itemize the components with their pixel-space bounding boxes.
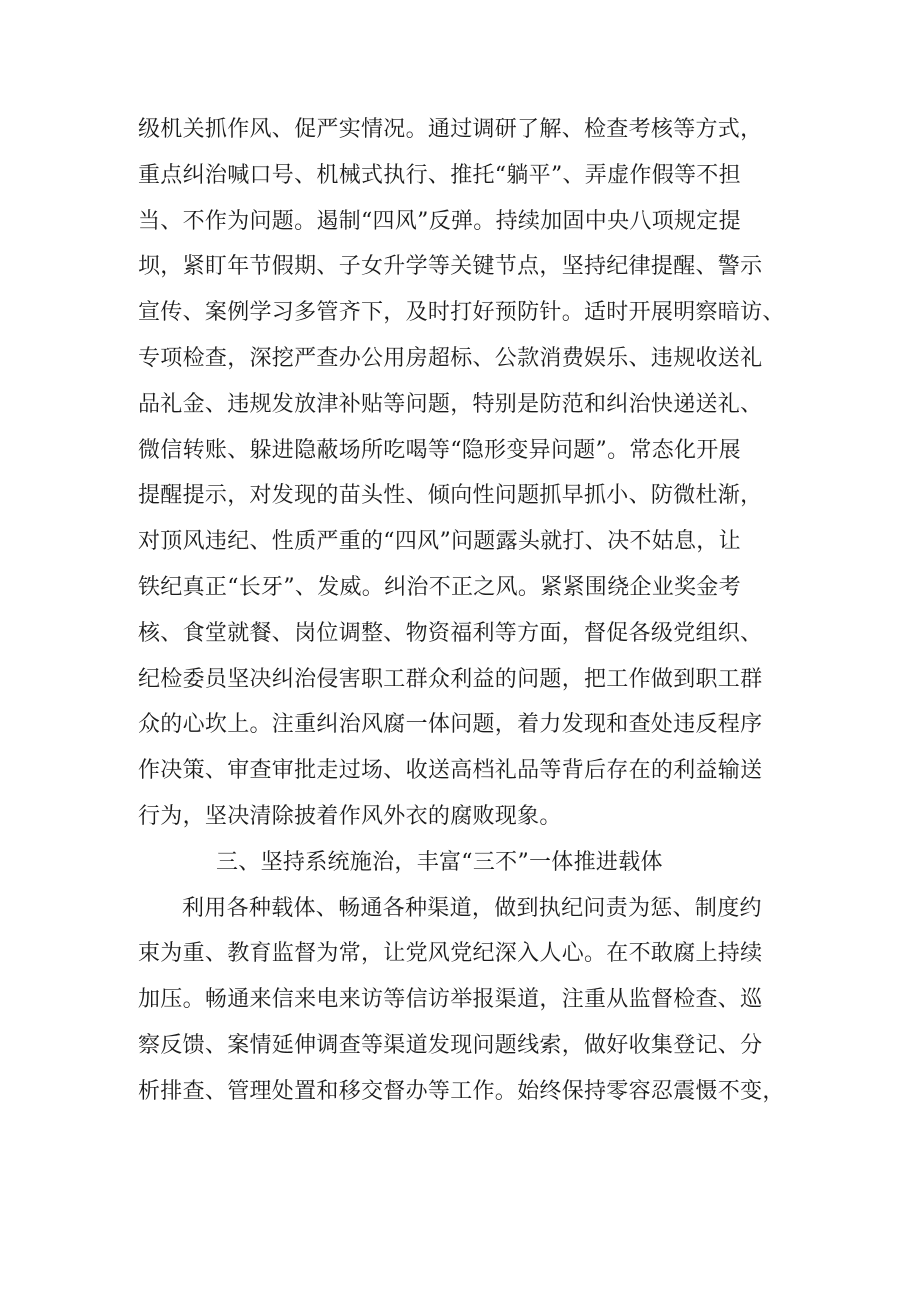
paragraph-line: 众的心坎上。注重纠治风腐一体问题，着力发现和查处违反程序	[138, 712, 763, 738]
paragraph-line: 级机关抓作风、促严实情况。通过调研了解、检查考核等方式，	[138, 117, 763, 142]
paragraph-line: 利用各种载体、畅通各种渠道，做到执纪问责为惩、制度约	[182, 895, 762, 921]
section-heading: 三、坚持系统施治，丰富“三不”一体推进载体	[216, 849, 663, 875]
paragraph-line: 微信转账、躲进隐蔽场所吃喝等“隐形变异问题”。常态化开展	[138, 437, 741, 463]
paragraph-line: 重点纠治喊口号、机械式执行、推托“躺平”、弄虚作假等不担	[138, 162, 741, 188]
paragraph-line: 束为重、教育监督为常，让党风党纪深入人心。在不敢腐上持续	[138, 941, 763, 967]
paragraph-line: 析排查、管理处置和移交督办等工作。始终保持零容忍震慑不变，	[138, 1078, 785, 1104]
paragraph-line: 对顶风违纪、性质严重的“四风”问题露头就打、决不姑息，让	[138, 529, 741, 555]
paragraph-line: 核、食堂就餐、岗位调整、物资福利等方面，督促各级党组织、	[138, 620, 763, 646]
paragraph-line: 宣传、案例学习多管齐下，及时打好预防针。适时开展明察暗访、	[138, 300, 785, 326]
paragraph-line: 坝，紧盯年节假期、子女升学等关键节点，坚持纪律提醒、警示	[138, 254, 763, 280]
document-body	[138, 107, 798, 1115]
paragraph-line: 专项检查，深挖严查办公用房超标、公款消费娱乐、违规收送礼	[138, 345, 763, 371]
paragraph-line: 品礼金、违规发放津补贴等问题，特别是防范和纠治快递送礼、	[138, 391, 763, 417]
paragraph-line: 铁纪真正“长牙”、发威。纠治不正之风。紧紧围绕企业奖金考	[138, 574, 741, 600]
paragraph-line: 纪检委员坚决纠治侵害职工群众利益的问题，把工作做到职工群	[138, 666, 763, 692]
paragraph-line: 行为，坚决清除披着作风外衣的腐败现象。	[138, 803, 562, 829]
paragraph-line: 察反馈、案情延伸调查等渠道发现问题线索，做好收集登记、分	[138, 1032, 763, 1058]
paragraph-line: 加压。畅通来信来电来访等信访举报渠道，注重从监督检查、巡	[138, 987, 763, 1013]
paragraph-line: 提醒提示，对发现的苗头性、倾向性问题抓早抓小、防微杜渐，	[138, 483, 763, 509]
paragraph-line: 当、不作为问题。遏制“四风”反弹。持续加固中央八项规定提	[138, 208, 741, 234]
paragraph-line: 作决策、审查审批走过场、收送高档礼品等背后存在的利益输送	[138, 758, 763, 784]
